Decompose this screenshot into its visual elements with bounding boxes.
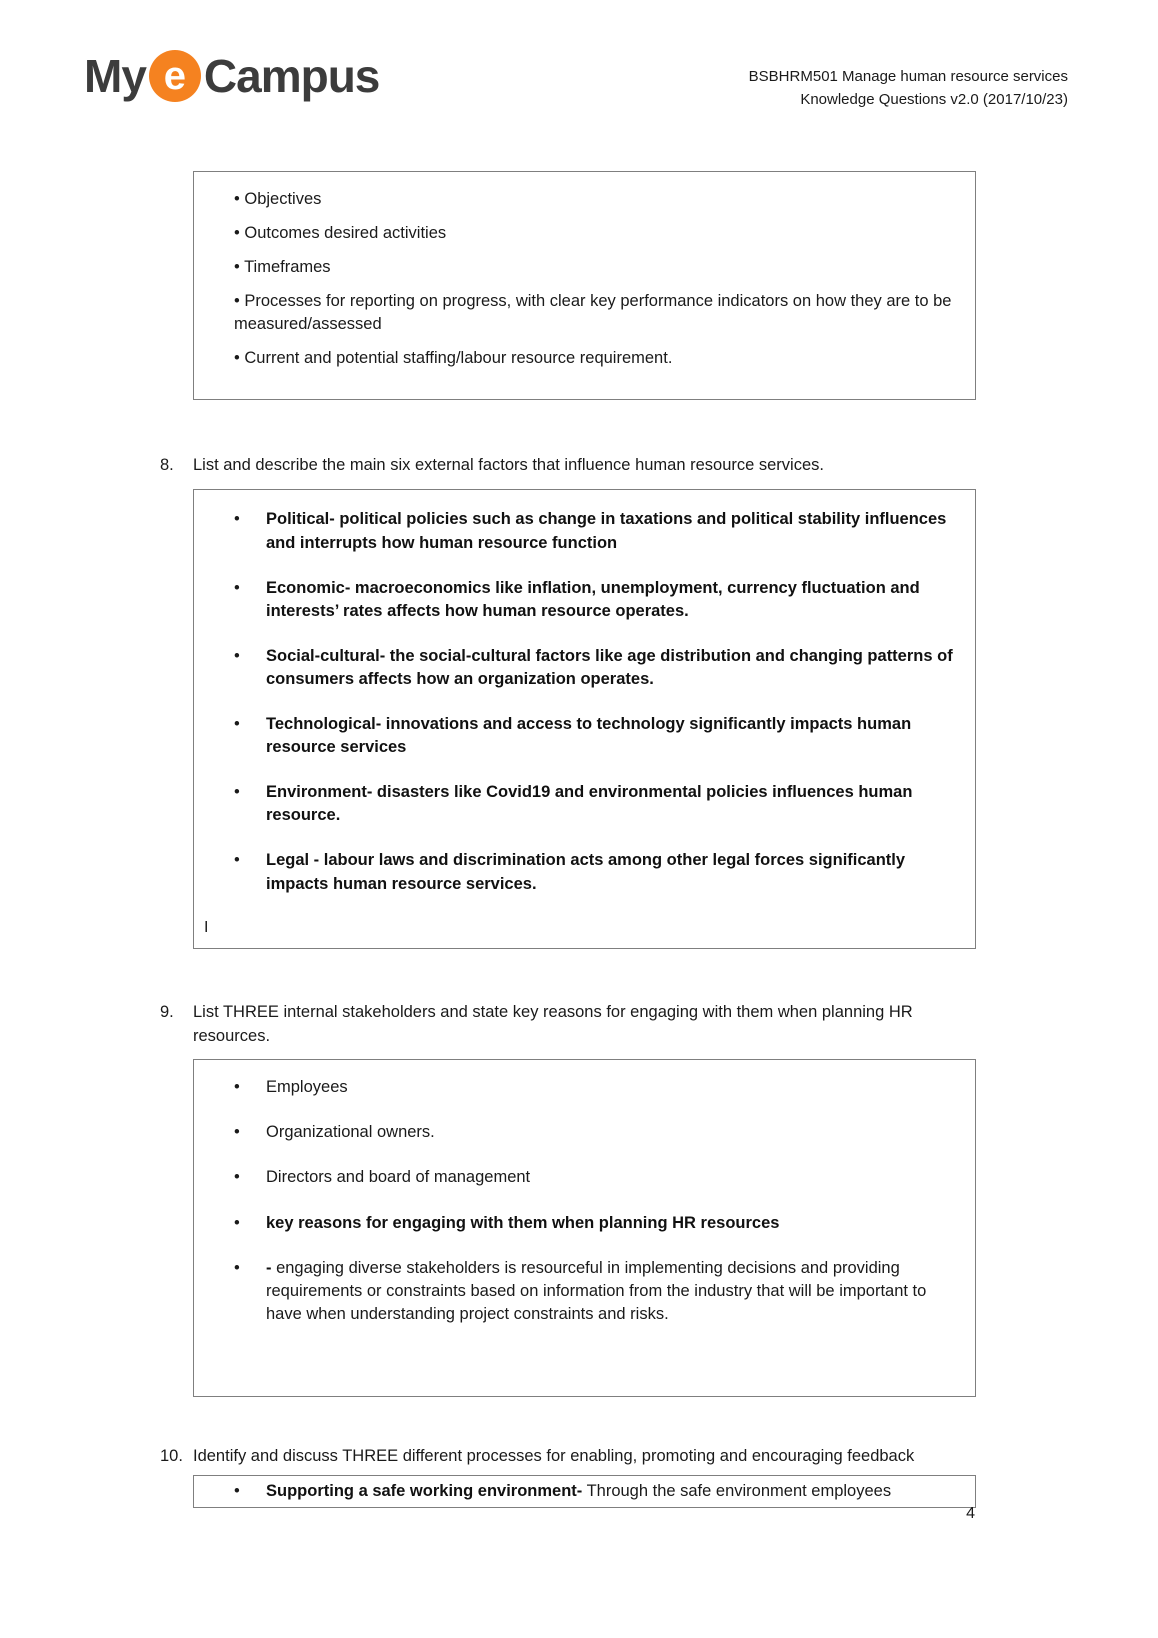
answer-item: • Environment- disasters like Covid19 and environmental policies influences human resource. [234,781,955,827]
doc-title-line2: Knowledge Questions v2.0 (2017/10/23) [800,90,1068,108]
question-10-answer-box[interactable] [193,1475,976,1508]
intro-answer-box[interactable] [193,171,976,400]
question-text: List THREE internal stakeholders and state key reasons for engaging with them when planning HR resources. [193,1003,913,1046]
logo-e-icon: e [149,50,201,102]
answer-item: • - engaging diverse stakeholders is resourceful in implementing decisions and providing requirements or constraints based on information from the industry that will be important to have when understanding project constraints and risks. [234,1257,955,1326]
question-text: Identify and discuss THREE different processes for enabling, promoting and encouraging feedback [193,1446,915,1465]
question-10 [160,1445,1158,1469]
list-item: • Timeframes [234,256,953,279]
question-text: List and describe the main six external factors that influence human resource services. [193,455,824,474]
answer-item: • Technological- innovations and access to technology significantly impacts human resource services [234,713,955,759]
doc-title-line1: BSBHRM501 Manage human resource services [748,68,1068,85]
text-cursor: I [204,918,209,936]
list-item: • Current and potential staffing/labour resource requirement. [234,347,953,370]
logo-text-campus: Campus [203,50,380,102]
document-header-text [749,50,1068,111]
question-9-answer-box[interactable] [193,1059,976,1397]
question-9 [160,1001,1158,1049]
list-item: • Processes for reporting on progress, with clear key performance indicators on how they are to be measured/assessed [234,290,953,336]
answer-item: • Social-cultural- the social-cultural factors like age distribution and changing patterns of consumers affects how an organization operates. [234,645,955,691]
page-number: 4 [966,1505,975,1522]
answer-item: • key reasons for engaging with them when planning HR resources [234,1212,955,1235]
answer-item: • Employees [234,1076,955,1099]
question-number: 9. [160,1003,174,1022]
myecampus-logo [84,50,379,102]
logo-text-my: My [84,50,146,102]
answer-item: • Supporting a safe working environment- Through the safe environment employees [234,1480,955,1503]
question-number: 10. [160,1446,183,1465]
answer-item: • Organizational owners. [234,1121,955,1144]
answer-item: • Directors and board of management [234,1166,955,1189]
answer-item: • Legal - labour laws and discrimination acts among other legal forces significantly impacts human resource services. [234,849,955,895]
question-8 [160,454,1158,478]
list-item: • Objectives [234,188,953,211]
list-item: • Outcomes desired activities [234,222,953,245]
question-number: 8. [160,455,174,474]
answer-item: • Political- political policies such as change in taxations and political stability influences and interrupts how human resource function [234,508,955,554]
answer-item: • Economic- macroeconomics like inflation, unemployment, currency fluctuation and interests’ rates affects how human resource operates. [234,577,955,623]
page-header [0,0,1158,111]
question-8-answer-box[interactable] [193,489,976,949]
